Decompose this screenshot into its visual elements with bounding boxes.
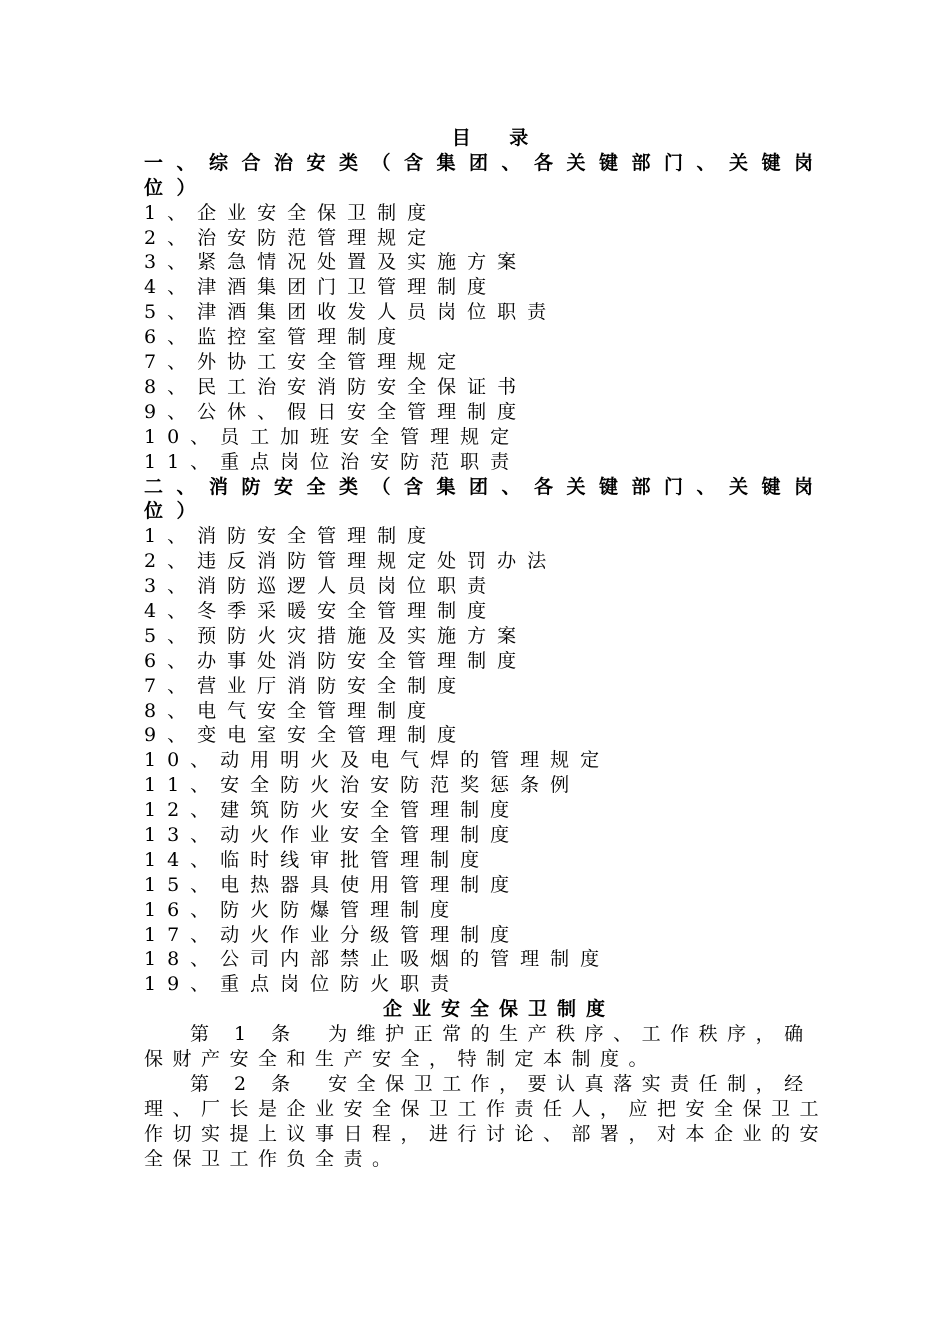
toc-item: 15、电热器具使用管理制度 (144, 873, 521, 896)
toc-item: 10、动用明火及电气焊的管理规定 (144, 749, 611, 772)
toc-item: 10、员工加班安全管理规定 (144, 425, 521, 448)
toc-item: 18、公司内部禁止吸烟的管理制度 (144, 948, 611, 971)
toc-item: 7、外协工安全管理规定 (144, 351, 468, 374)
toc-item: 3、消防巡逻人员岗位职责 (144, 575, 498, 598)
toc-section-heading: 一、综合治安类（含集团、各关键部门、关键岗位） (144, 151, 827, 199)
toc-item: 12、建筑防火安全管理制度 (144, 799, 521, 822)
toc-item: 4、津酒集团门卫管理制度 (144, 276, 498, 299)
toc-item: 16、防火防爆管理制度 (144, 898, 461, 921)
toc-item: 6、办事处消防安全管理制度 (144, 649, 528, 672)
toc-item: 2、违反消防管理规定处罚办法 (144, 550, 558, 573)
toc-item: 5、预防火灾措施及实施方案 (144, 624, 528, 647)
toc-item: 14、临时线审批管理制度 (144, 848, 491, 871)
toc-section-heading: 二、消防安全类（含集团、各关键部门、关键岗位） (144, 475, 827, 523)
toc-item: 19、重点岗位防火职责 (144, 973, 461, 996)
toc-item: 4、冬季采暖安全管理制度 (144, 599, 498, 622)
toc-item: 13、动火作业安全管理制度 (144, 824, 521, 846)
toc-item: 8、民工治安消防安全保证书 (144, 375, 528, 398)
toc-item: 1、企业安全保卫制度 (144, 201, 438, 224)
toc-item: 9、公休、假日安全管理制度 (144, 400, 528, 423)
toc-item: 8、电气安全管理制度 (144, 699, 438, 722)
toc-item: 5、津酒集团收发人员岗位职责 (144, 301, 558, 324)
toc-section-2 (144, 475, 834, 998)
toc-item: 11、安全防火治安防范奖惩条例 (144, 774, 581, 797)
body-section-title: 企业安全保卫制度 (382, 998, 615, 1021)
article-paragraph: 第 2 条 安全保卫工作，要认真落实责任制，经理、厂长是企业安全保卫工作责任人，应把安全保卫工作切实提上议事日程，进行讨论、部署，对本企业的安全保卫工作负全责。 (144, 1072, 829, 1170)
toc-item: 7、营业厅消防安全制度 (144, 674, 468, 697)
toc-item: 2、治安防范管理规定 (144, 226, 438, 249)
document-content (144, 126, 834, 1172)
article-paragraph: 第 1 条 为维护正常的生产秩序、工作秩序，确保财产安全和生产安全，特制定本制度。 (144, 1023, 813, 1071)
toc-item: 17、动火作业分级管理制度 (144, 923, 521, 946)
toc-item: 3、紧急情况处置及实施方案 (144, 251, 528, 274)
toc-section-1 (144, 151, 834, 475)
toc-item: 11、重点岗位治安防范职责 (144, 450, 521, 473)
toc-item: 6、监控室管理制度 (144, 326, 408, 349)
toc-item: 1、消防安全管理制度 (144, 525, 438, 548)
toc-item: 9、变电室安全管理制度 (144, 724, 468, 747)
toc-title: 目 录 (451, 127, 545, 149)
